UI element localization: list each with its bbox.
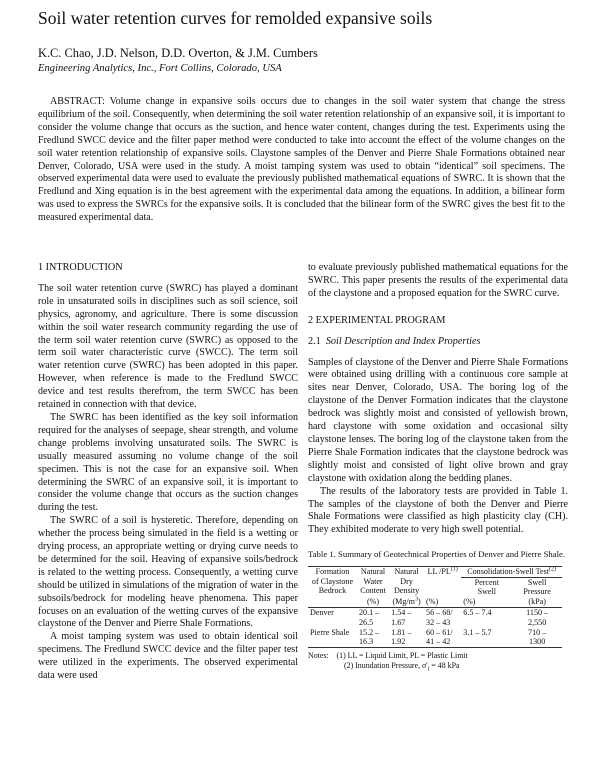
col-swell-pressure: Swell Pressure	[523, 577, 551, 597]
table-units-row: (%) $(Mg/m^3)$ (%) (%) (kPa)	[308, 597, 562, 607]
abstract: ABSTRACT: Volume change in expansive soils occurs due to changes in the soil water system that change the stress equilibrium of the soil. Consequently, when determining the soil water retention relationship of an expansive soil, it is important to consider the volume change that occurs as the suction, and hence water content, changes during the test. Experiments using the Fredlund SWCC device and the filter paper method were conducted to take into account the effect of the volume changes on the soil water retention relationship of expansive soils. Claystone samples of the Denver and Pierre Shale Formations obtained near Denver, Colorado, USA were used in the study. A moist tamping system was used to obtain “identical” soil specimens. The observed experimental data were used to evaluate the previously published mathematical equations of SWRC. It is shown that the Fredlund and Xing equation is in the best agreement with the experimental data among the equations. In addition, a bilinear form was used to express the SWRCs for the expansive soils. It is concluded that the bilinear form of the SWRC gives the best fit to the measured experimental data.	[38, 96, 565, 224]
intro-paragraph-2: The SWRC has been identified as the key soil information required for the analyses of seepage, shear strength, and volume change problems involving unsaturated soils. The SWRC is usually measured assuming no volume change of the soil specimen. This is not the case for an expansive soil. When determining the SWRC of an expansive soil, it is important to consider the volume change that occurs as the suction changes during the test.	[38, 411, 298, 514]
col-consolidation-swell: Consolidation-Swell Test$^{(2)}$	[461, 566, 562, 577]
left-column	[38, 262, 298, 683]
col-ll-pl: LL /PL$^{(1)}$	[424, 566, 461, 597]
col-percent-swell: Percent Swell	[474, 577, 499, 597]
intro-paragraph-3: The SWRC of a soil is hysteretic. Therefore, depending on whether the process being simulated in the field is a wetting or drying process, an appropriate wetting or drying curve needs to be determined for the soil. Heaving of expansive soils/bedrock is related to the wetting process. Consequently, a wetting curve should be utilized in simulations of the migration of water in the subsoils/bedrock for modeling heave phenomena. This paper focuses on an evaluation of the wetting curves of the expansive claystone of the Denver and Pierre Shale Formations.	[38, 515, 298, 630]
experimental-paragraph-1: Samples of claystone of the Denver and Pierre Shale Formations were obtained using drilling with a continuous core sample at sites near Denver, Colorado, USA. The boring log of the claystone of the Denver Formation indicates that the claystone bedrock was slightly moist and consisted of yellowish brown, hard claystone with some oxidation and occasional silty claystone lenses. The boring log of the claystone taken from the Pierre Shale Formation indicates that the claystone bedrock was slightly moist and consisted of light olive brown and gray claystone with oxidation along the bedding planes.	[308, 356, 568, 484]
table-row: Pierre Shale 15.2 – 16.3 1.81 – 1.92 60 – 61/ 41 – 42 3.1 – 5.7 710 – 1300	[308, 628, 562, 648]
intro-paragraph-4: A moist tamping system was used to obtain identical soil specimens. The Fredlund SWCC device and the filter paper test were utilized in the experiments. The observed experimental data were used	[38, 631, 298, 682]
right-column	[308, 262, 568, 671]
intro-paragraph-continued: to evaluate previously published mathematical equations for the SWRC. This paper presents the results of the experimental data of the claystone and a proposed equation for the SWRC curve.	[308, 262, 568, 299]
intro-paragraph-1: The soil water retention curve (SWRC) has played a dominant role in unsaturated soils in disciplines such as soil science, soil physics, agronomy, and agriculture. There is some discussion within the soil water research community regarding the use of the term soil water retention curve (SWRC) as opposed to the term soil water characteristic curve (SWCC). The term soil water retention curve (SWRC) has been adopted in this paper. However, when reference is made to the Fredlund SWCC device and test results therefrom, the term SWCC has been retained in connection with that device.	[38, 282, 298, 411]
experimental-paragraph-2: The results of the laboratory tests are provided in Table 1. The samples of the claystone of both the Denver and Pierre Shale Formations were classified as high plasticity clay (CH). They exhibited moderate to very high swell potential.	[308, 485, 568, 536]
section-heading-experimental: 2 EXPERIMENTAL PROGRAM	[308, 314, 446, 326]
table-notes: Notes: (1) LL = Liquid Limit, PL = Plastic Limit (2) Inundation Pressure, $\sigma'_i = 48$ kPa	[308, 651, 468, 673]
subsection-title: Soil Description and Index Properties	[325, 335, 481, 347]
properties-table	[308, 566, 562, 648]
section-heading-introduction: 1 INTRODUCTION	[38, 262, 123, 273]
subsection-number: 2.1	[308, 335, 321, 347]
affiliation: Engineering Analytics, Inc., Fort Collins, Colorado, USA	[38, 63, 282, 74]
table-header-row	[308, 566, 562, 577]
col-formation: Formation of Claystone Bedrock	[308, 566, 357, 597]
authors: K.C. Chao, J.D. Nelson, D.D. Overton, & J.M. Cumbers	[38, 46, 318, 60]
subsection-heading	[308, 336, 568, 349]
table-row: Denver 20.1 – 26.5 1.54 – 1.67 56 – 68/ 32 – 43 6.5 – 7.4 1150 – 2,550	[310, 607, 549, 627]
paper-title: Soil water retention curves for remolded expansive soils	[38, 8, 433, 28]
col-dry-density: Natural Dry Density	[389, 566, 424, 597]
table-caption: Table 1. Summary of Geotechnical Properties of Denver and Pierre Shale.	[308, 549, 566, 560]
col-water-content: Natural Water Content	[357, 566, 389, 597]
